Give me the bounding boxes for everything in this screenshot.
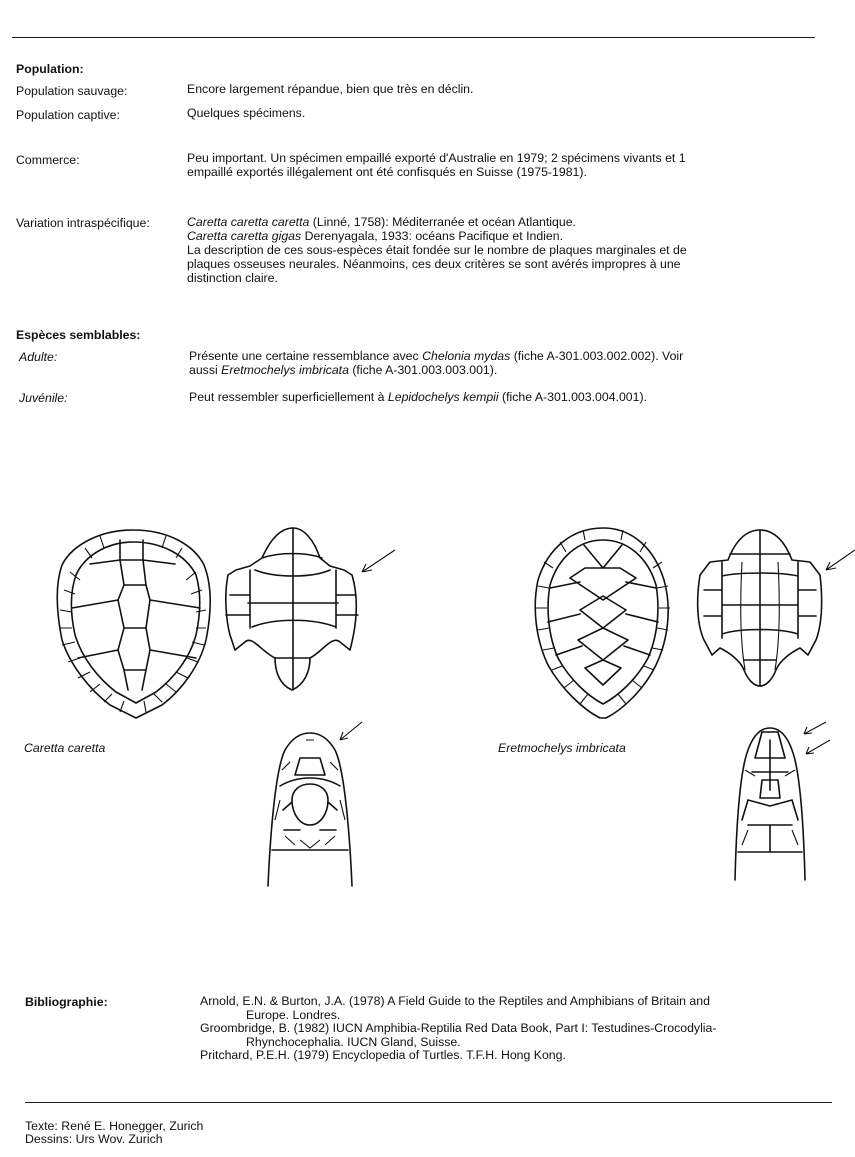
variation-desc-3: distinction claire. (187, 271, 278, 285)
subspecies-2-text: Derenyagala, 1933: océans Pacifique et Indien. (301, 229, 563, 243)
reference-2-line-1: Groombridge, B. (1982) IUCN Amphibia-Reptilia Red Data Book, Part I: Testudines-Crocodylia- (200, 1021, 717, 1035)
top-rule (12, 37, 815, 38)
reference-2 (200, 1022, 840, 1049)
juvenile-label: Juvénile: (19, 391, 68, 405)
credits (25, 1120, 203, 1146)
eretmochelys-carapace-drawing (535, 528, 670, 718)
caretta-caption: Caretta caretta (24, 741, 106, 755)
variation-label: Variation intraspécifique: (16, 216, 150, 230)
adult-text-3: aussi (189, 363, 222, 377)
subspecies-1 (187, 215, 817, 229)
juvenile-value (189, 390, 819, 404)
captive-population-value: Quelques spécimens. (187, 106, 306, 120)
adult-text-1: Présente une certaine ressemblance avec (189, 349, 423, 363)
drawings-credit: Dessins: Urs Wov. Zurich (25, 1132, 163, 1146)
subspecies-2 (187, 229, 817, 243)
juvenile-text-1: Peut ressembler superficiellement à (189, 390, 388, 404)
juvenile-species: Lepidochelys kempii (387, 390, 499, 404)
commerce-line-1: Peu important. Un spécimen empaillé exporté d'Australie en 1979; 2 spécimens vivants et 1 (187, 151, 686, 165)
caretta-carapace-drawing (57, 530, 210, 718)
caretta-head-drawing (268, 722, 362, 886)
text-credit: Texte: René E. Honegger, Zurich (25, 1119, 204, 1133)
variation-desc-1: La description de ces sous-espèces était fondée sur le nombre de plaques marginales et de (187, 243, 687, 257)
reference-1-line-2: Europe. Londres. (246, 1007, 341, 1022)
wild-population-value: Encore largement répandue, bien que très en déclin. (187, 82, 474, 96)
subspecies-1-text: (Linné, 1758): Méditerranée et océan Atlantique. (309, 215, 576, 229)
bottom-rule (25, 1102, 832, 1103)
subspecies-1-name: Caretta caretta caretta (187, 215, 310, 229)
wild-population-label: Population sauvage: (16, 84, 128, 98)
commerce-label: Commerce: (16, 153, 80, 167)
captive-population-label: Population captive: (16, 108, 120, 122)
commerce-line-2: empaillé exportés illégalement ont été confisqués en Suisse (1975-1981). (187, 165, 587, 179)
adult-species-2: Eretmochelys imbricata (221, 363, 349, 377)
reference-1-line-1: Arnold, E.N. & Burton, J.A. (1978) A Field Guide to the Reptiles and Amphibians of Britain and (200, 994, 710, 1008)
adult-text-2: (fiche A-301.003.002.002). Voir (510, 349, 684, 363)
similar-species-heading: Espèces semblables: (16, 328, 141, 342)
turtle-illustrations (0, 500, 855, 920)
variation-desc-2: plaques osseuses neurales. Néanmoins, ces deux critères se sont avérés impropres à une (187, 257, 681, 271)
variation-value (187, 215, 817, 285)
adult-species-1: Chelonia mydas (422, 349, 511, 363)
adult-text-4: (fiche A-301.003.003.001). (348, 363, 498, 377)
reference-2-line-2: Rhynchocephalia. IUCN Gland, Suisse. (246, 1034, 461, 1049)
population-heading: Population: (16, 62, 84, 76)
bibliography-list (200, 995, 840, 1063)
reference-1 (200, 995, 840, 1022)
caretta-plastron-drawing (226, 528, 395, 690)
reference-3: Pritchard, P.E.H. (1979) Encyclopedia of Turtles. T.F.H. Hong Kong. (200, 1048, 566, 1062)
adult-value (189, 349, 819, 377)
eretmochelys-caption: Eretmochelys imbricata (498, 741, 626, 755)
eretmochelys-plastron-drawing (698, 530, 855, 686)
bibliography-label: Bibliographie: (25, 995, 108, 1009)
eretmochelys-head-drawing (735, 722, 830, 880)
subspecies-2-name: Caretta caretta gigas (187, 229, 302, 243)
commerce-value (187, 151, 817, 179)
juvenile-text-2: (fiche A-301.003.004.001). (498, 390, 647, 404)
adult-label: Adulte: (19, 350, 58, 364)
